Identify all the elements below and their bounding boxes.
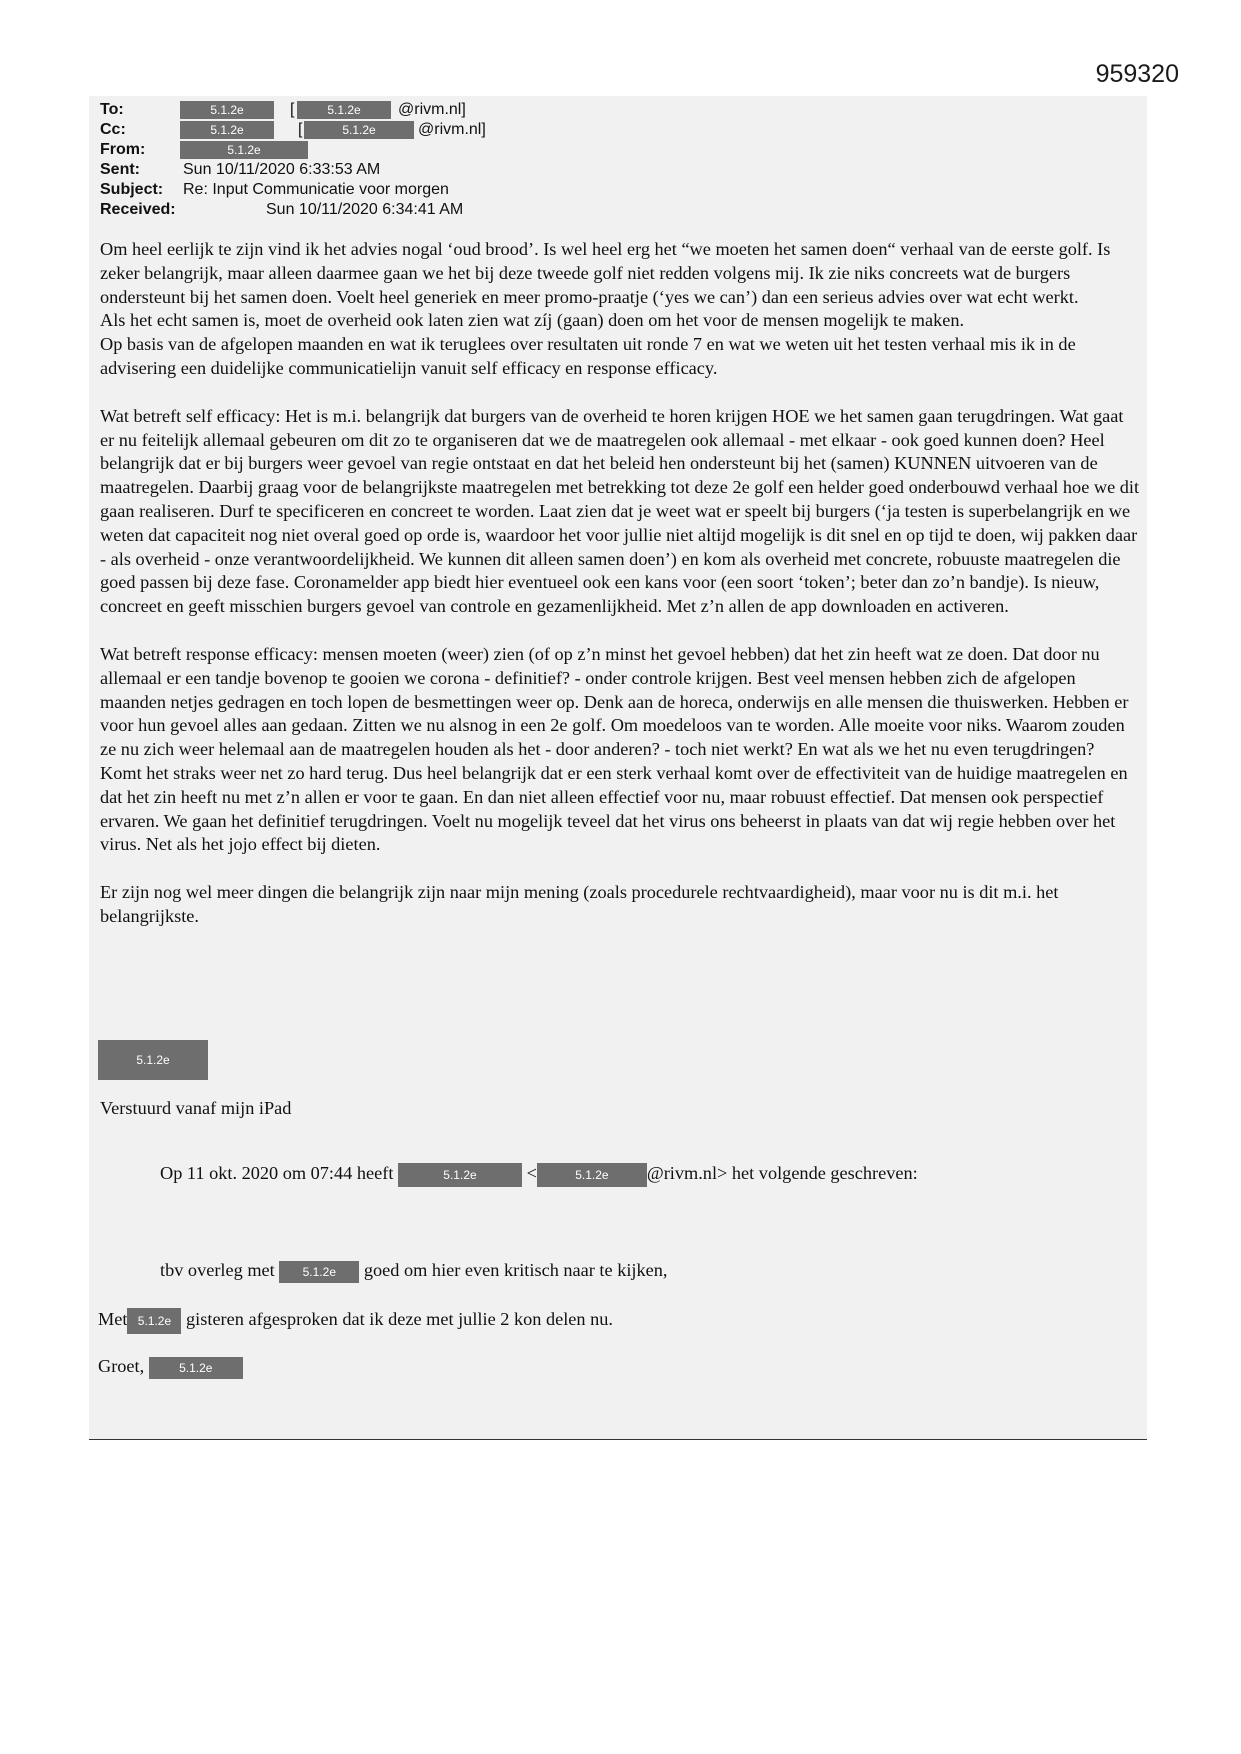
redaction-to-name: 5.1.2e (180, 101, 274, 119)
quoted-met-line (98, 1308, 613, 1334)
sent-from-line: Verstuurd vanaf mijn iPad (100, 1098, 292, 1118)
wrote-prefix: Op 11 okt. 2020 om 07:44 heeft (160, 1163, 394, 1184)
redaction-wrote-address: 5.1.2e (537, 1163, 647, 1187)
sent-label: Sent: (100, 161, 140, 178)
subject-value: Re: Input Communicatie voor morgen (183, 181, 449, 198)
wrote-lt: < (526, 1163, 537, 1184)
body-paragraph-1c: Op basis van de afgelopen maanden en wat ik teruglees over resultaten uit ronde 7 en wat we weten uit het testen verhaal mis ik in de advisering een duidelijke communicatielijn vanuit self efficacy en response efficacy. (100, 334, 1076, 378)
body-paragraph-2: Wat betreft self efficacy: Het is m.i. belangrijk dat burgers van de overheid te horen krijgen HOE we het samen gaan terugdringen. Wat gaat er nu feitelijk allemaal gebeuren om dit zo te organiseren dat we de maatregelen ook allemaal - met elkaar - ook goed kunnen doen? Heel belangrijk dat er bij burgers weer gevoel van regie ontstaat en dat het beleid hen ondersteunt bij het (samen) KUNNEN uitvoeren van de maatregelen. Daarbij graag voor de belangrijkste maatregelen met betrekking tot deze 2e golf een helder goed onderbouwd verhaal hoe we dit gaan realiseren. Durf te specificeren en concreet te worden. Laat zien dat je weet wat er speelt bij burgers (‘ja testen is superbelangrijk en we weten dat capaciteit nog niet overal goed op orde is, waardoor het voor jullie niet altijd mogelijk is dit snel en op tijd te doen, wij pakken daar - als overheid - onze verantwoordelijkheid. We kunnen dit alleen samen doen’) en kom als overheid met concrete, robuuste maatregelen die goed passen bij deze fase. Coronamelder app biedt hier eventueel ook een kans voor (een soort ‘token’; beter dan zo’n bandje). Is nieuw, concreet en geeft misschien burgers gevoel van controle en gezamenlijkheid. Met z’n allen de app downloaden en activeren. (100, 405, 1140, 617)
to-bracket: [ (290, 101, 295, 118)
met-suffix: gisteren afgesproken dat ik deze met jullie 2 kon delen nu. (186, 1309, 613, 1330)
redaction-wrote-name: 5.1.2e (398, 1163, 522, 1187)
redaction-tbv: 5.1.2e (279, 1261, 359, 1283)
email-body (100, 238, 1140, 929)
cc-domain: @rivm.nl] (418, 121, 486, 138)
body-paragraph-1: Om heel eerlijk te zijn vind ik het advies nogal ‘oud brood’. Is wel heel erg het “we moeten het samen doen“ verhaal van de eerste golf. Is zeker belangrijk, maar alleen daarmee gaan we het bij deze tweede golf niet redden volgens mij. Ik zie niks concreets wat de burgers ondersteunt bij het samen doen. Voelt heel generiek en meer promo-praatje (‘yes we can’) dan een serieus advies over wat echt werkt. (100, 239, 1111, 307)
received-value: Sun 10/11/2020 6:34:41 AM (266, 201, 464, 218)
wrote-suffix: @rivm.nl> het volgende geschreven: (646, 1163, 918, 1184)
tbv-prefix: tbv overleg met (160, 1260, 275, 1280)
quoted-tbv-line (160, 1260, 667, 1283)
to-label: To: (100, 101, 124, 118)
from-label: From: (100, 141, 146, 158)
tbv-suffix: goed om hier even kritisch naar te kijken, (363, 1260, 668, 1280)
sent-value: Sun 10/11/2020 6:33:53 AM (183, 161, 381, 178)
received-label: Received: (100, 201, 176, 218)
redaction-cc-name: 5.1.2e (180, 121, 274, 139)
bottom-rule (89, 1439, 1147, 1440)
redaction-met: 5.1.2e (127, 1308, 181, 1334)
redaction-to-address: 5.1.2e (297, 101, 391, 119)
quoted-groet-line (98, 1356, 243, 1379)
redaction-from: 5.1.2e (180, 141, 308, 159)
cc-label: Cc: (100, 121, 126, 138)
to-domain: @rivm.nl] (398, 101, 466, 118)
redaction-groet: 5.1.2e (149, 1357, 243, 1379)
redaction-cc-address: 5.1.2e (304, 121, 414, 139)
body-paragraph-3: Wat betreft response efficacy: mensen moeten (weer) zien (of op z’n minst het gevoel hebben) dat het zin heeft wat ze doen. Dat door nu allemaal er een tandje bovenop te gooien we corona - definitief? - onder controle krijgen. Best veel mensen hebben zich de afgelopen maanden netjes gedragen en toch lopen de besmettingen weer op. Denk aan de horeca, onderwijs en alle mensen die thuiswerken. Hebben er voor hun gevoel alles aan gedaan. Zitten we nu alsnog in een 2e golf. Om moedeloos van te worden. Alle moeite voor niks. Waarom zouden ze nu zich weer helemaal aan de maatregelen houden als het - door anderen? - toch niet werkt? En wat als we het nu even terugdringen? Komt het straks weer net zo hard terug. Dus heel belangrijk dat er een sterk verhaal komt over de effectiviteit van de huidige maatregelen en dat het zin heeft nu met z’n allen er voor te gaan. En dan niet alleen effectief voor nu, maar robuust effectief. Dat mensen ook perspectief ervaren. We gaan het definitief terugdringen. Voelt nu mogelijk teveel dat het virus ons beheerst in plaats van dat wij regie hebben over het virus. Net als het jojo effect bij dieten. (100, 643, 1129, 855)
cc-bracket: [ (298, 121, 303, 138)
redaction-signature: 5.1.2e (98, 1040, 208, 1080)
groet-text: Groet, (98, 1356, 145, 1376)
body-paragraph-1b: Als het echt samen is, moet de overheid ook laten zien wat zíj (gaan) doen om het voor de mensen mogelijk te maken. (100, 310, 965, 331)
document-number: 959320 (1095, 60, 1179, 88)
met-prefix: Met (98, 1309, 128, 1330)
subject-label: Subject: (100, 181, 164, 198)
body-paragraph-4: Er zijn nog wel meer dingen die belangrijk zijn naar mijn mening (zoals procedurele rechtvaardigheid), maar voor nu is dit m.i. het belangrijkste. (100, 882, 1059, 926)
quoted-wrote-line (160, 1163, 918, 1187)
